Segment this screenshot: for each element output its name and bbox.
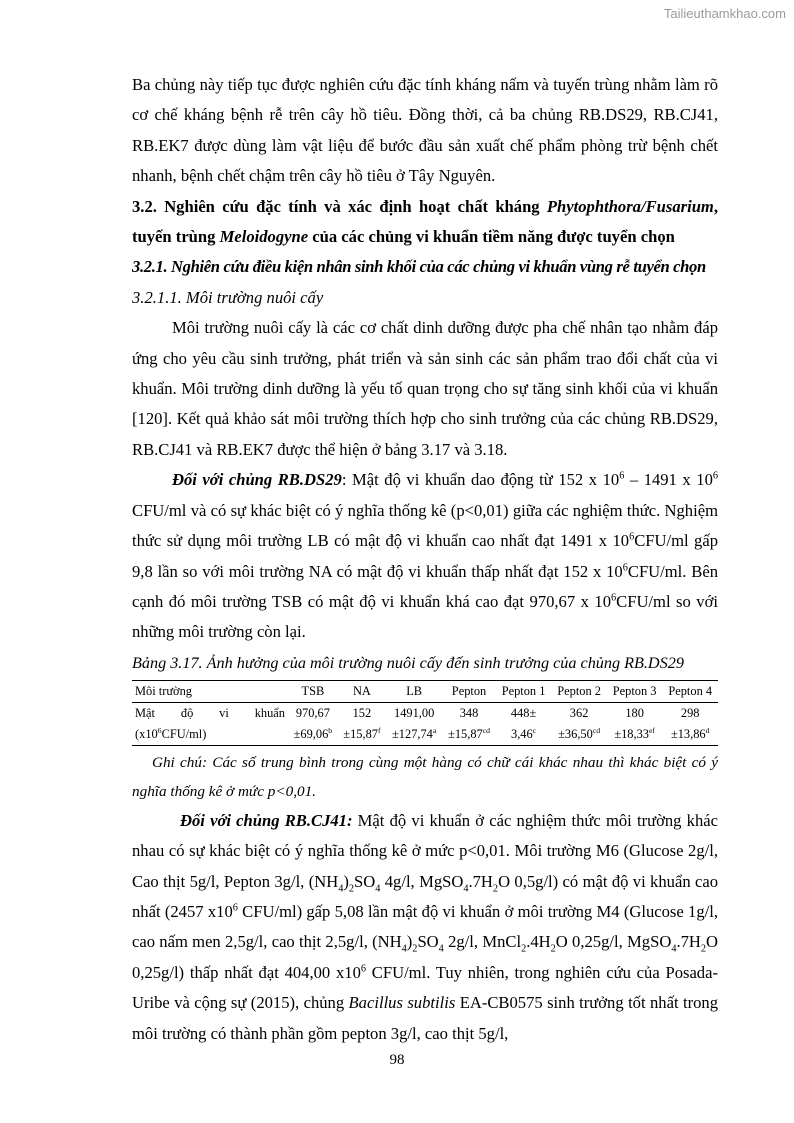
table-cell-value: 448± — [510, 705, 537, 720]
table-cell-value: 298 — [680, 705, 700, 720]
table-row — [132, 724, 718, 746]
table-cell-error: 3,46$^c$ — [511, 725, 537, 741]
subsubsection-heading-3-2-1-1: 3.2.1.1. Môi trường nuôi cấy — [132, 287, 324, 307]
table-cell-error: ±69,06$^b$ — [293, 725, 333, 741]
ds29-paragraph: Đối với chủng RB.DS29: Mật độ vi khuẩn dao động từ 152 x $10^6 - 1491$ x $10^6$ CFU/ml và có sự khác biệt có ý nghĩa thống kê (p<0,01) giữa các nghiệm thức. Nghiệm thức sử dụng môi trường LB có mật độ vi khuẩn cao nhất đạt 1491 x $10^6CFU/ml$ gấp 9,8 lần so với môi trường NA có mật độ vi khuẩn thấp nhất đạt 152 x $10^6CFU/ml$. Bên cạnh đó môi trường TSB có mật độ vi khuẩn khá cao đạt 970,67 x $10^6CFU/ml$ so với những môi trường còn lại. — [132, 470, 719, 642]
watermark: Tailieuthamkhao.com — [663, 6, 786, 21]
table-cell-value: 152 — [352, 705, 372, 720]
table-cell-error: ±15,87$^f$ — [343, 725, 381, 741]
table-cell-error: ±127,74$^a$ — [392, 725, 437, 741]
table-note: Ghi chú: Các số trung bình trong cùng một hàng có chữ cái khác nhau thì khác biệt có ý nghĩa thống kê ở mức p<0,01. — [132, 753, 718, 800]
table-cell-error: ±36,50$^{cd}$ — [558, 725, 601, 741]
table-header-cell: Môi trường — [135, 683, 192, 698]
table-header-cell: TSB — [301, 683, 325, 698]
section-heading-3-2: 3.2. Nghiên cứu đặc tính và xác định hoạt chất kháng Phytophthora/Fusarium, tuyến trùng Meloidogyne của các chủng vi khuẩn tiềm năng được tuyển chọn — [132, 196, 718, 247]
table-cell-error: ±18,33$^{ef}$ — [614, 725, 655, 741]
intro-paragraph: Ba chủng này tiếp tục được nghiên cứu đặc tính kháng nấm và tuyến trùng nhằm làm rõ cơ chế kháng bệnh rễ trên cây hồ tiêu. Đồng thời, cả ba chủng RB.DS29, RB.CJ41, RB.EK7 được dùng làm vật liệu để bước đầu sản xuất chế phẩm phòng trừ bệnh chết nhanh, bệnh chết chậm trên cây hồ tiêu ở Tây Nguyên. — [132, 75, 718, 186]
document-page — [132, 70, 718, 1049]
table-cell-error: ±13,86$^d$ — [670, 725, 710, 741]
table-cell-value: 348 — [459, 705, 479, 720]
media-paragraph: Môi trường nuôi cấy là các cơ chất dinh dưỡng được pha chế nhân tạo nhằm đáp ứng cho yêu cầu sinh trưởng, phát triển và sản sinh các sản phẩm trao đổi chất của vi khuẩn. Môi trường dinh dưỡng là yếu tố quan trọng cho sự tăng sinh khối của vi khuẩn [120]. Kết quả khảo sát môi trường thích hợp cho sinh trưởng của các chủng RB.DS29, RB.CJ41 và RB.EK7 được thể hiện ở bảng 3.17 và 3.18. — [132, 318, 718, 459]
row-label-unit: $(x10^6CFU/ml)$ — [135, 725, 207, 741]
table-cell-value: 1491,00 — [394, 705, 435, 720]
subsection-heading-3-2-1: 3.2.1. Nghiên cứu điều kiện nhân sinh khối của các chủng vi khuẩn vùng rễ tuyển chọn — [132, 257, 706, 277]
table-header-cell: Pepton 4 — [668, 683, 713, 698]
cj41-paragraph: Đối với chủng RB.CJ41: Mật độ vi khuẩn ở các nghiệm thức môi trường khác nhau có sự khác biệt có ý nghĩa thống kê ở mức p<0,01. Môi trường M6 (Glucose 2g/l, Cao thịt 5g/l, Pepton 3g/l, $(NH_4)_2SO_4$ 4g/l, $MgSO_4.7H_2O$ 0,5g/l) có mật độ vi khuẩn cao nhất (2457 $x10^6$ CFU/ml) gấp 5,08 lần mật độ vi khuẩn ở môi trường M4 (Glucose 1g/l, cao nấm men 2,5g/l, cao thịt 2,5g/l, $(NH_4)_2SO_4$ 2g/l, $MnCl_2.4H_2O$ 0,25g/l, $MgSO_4.7H_2O$ 0,25g/l) thấp nhất đạt 404,00 $x10^6$ CFU/ml. Tuy nhiên, trong nghiên cứu của Posada-Uribe và cộng sự (2015), chủng Bacillus subtilis EA-CB0575 sinh trưởng tốt nhất trong môi trường có thành phần gồm pepton 3g/l, cao thịt 5g/l, — [132, 810, 719, 1043]
table-header-cell: Pepton — [451, 683, 487, 698]
table-header-row — [132, 680, 718, 702]
table-header-cell: LB — [406, 683, 423, 698]
table-header-cell: Pepton 2 — [557, 683, 601, 698]
growth-table — [132, 680, 718, 746]
table-cell-error: ±15,87$^{cd}$ — [448, 725, 490, 741]
table-cell-value: 362 — [569, 705, 589, 720]
table-cell-value: 970,67 — [295, 705, 330, 720]
table-header-cell: Pepton 1 — [501, 683, 546, 698]
table-caption: Bảng 3.17. Ảnh hưởng của môi trường nuôi cấy đến sinh trưởng của chủng RB.DS29 — [132, 653, 684, 672]
row-label: Mật độ vi khuẩn — [135, 705, 285, 720]
table-header-cell: Pepton 3 — [612, 683, 657, 698]
table-row — [132, 702, 718, 724]
table-cell-value: 180 — [625, 705, 644, 720]
page-number: 98 — [389, 1052, 405, 1068]
table-header-cell: NA — [352, 683, 371, 698]
